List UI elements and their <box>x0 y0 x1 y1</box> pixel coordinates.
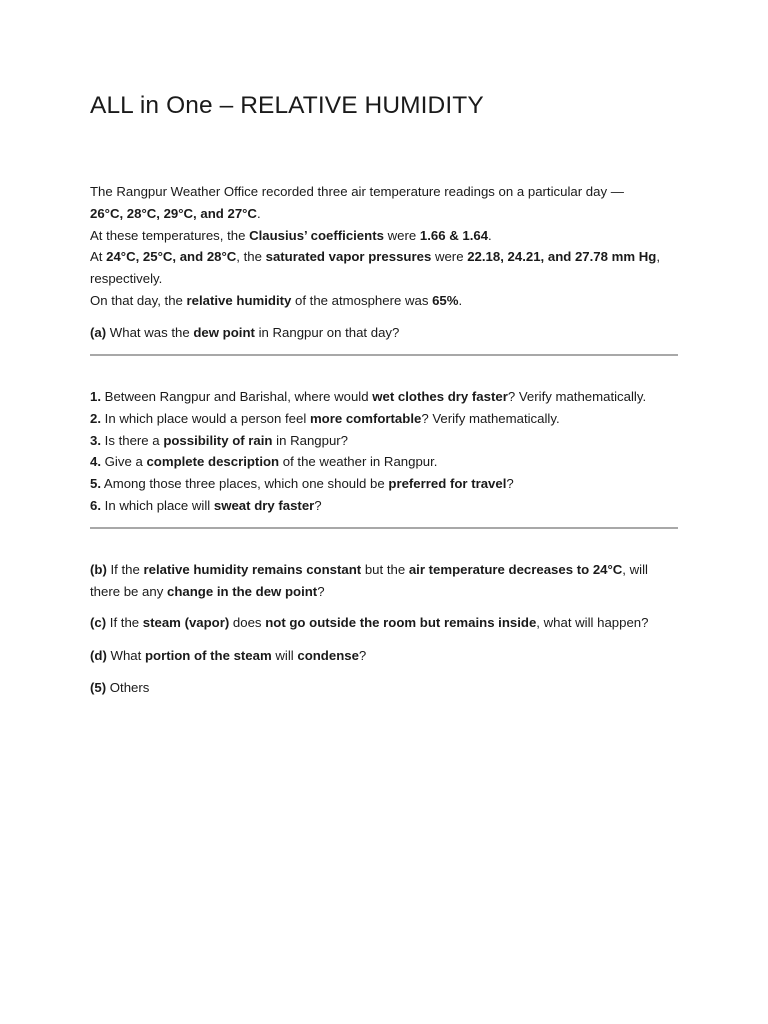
clausius-coefficients-values: 1.66 & 1.64 <box>419 227 489 243</box>
temperature-readings: 26°C, 28°C, 29°C, and 27°C <box>90 205 257 221</box>
question-b: (b) If the relative humidity remains constant but the air temperature decreases to 24°C, will there be any change in the dew point? <box>90 562 648 599</box>
relative-humidity-value: 65% <box>432 292 459 308</box>
question-label: (c) <box>90 615 107 630</box>
question-label: (a) <box>90 325 107 340</box>
list-item: 3. Is there a possibility of rain in Rangpur? <box>90 432 349 448</box>
list-item: 6. In which place will sweat dry faster? <box>90 497 322 513</box>
intro-line-5: respectively. <box>90 271 163 287</box>
question-c: (c) If the steam (vapor) does not go outside the room but remains inside, what will happen? <box>90 615 649 630</box>
list-item: 1. Between Rangpur and Barishal, where would wet clothes dry faster? Verify mathematically. <box>90 389 647 404</box>
clausius-coefficients-term: Clausius’ coefficients <box>249 227 384 243</box>
relative-humidity-term: relative humidity <box>186 292 292 308</box>
svp-temperatures: 24°C, 25°C, and 28°C <box>106 249 237 265</box>
question-label: (b) <box>90 562 107 577</box>
question-5-others: (5) Others <box>90 680 150 695</box>
list-item: 5. Among those three places, which one should be preferred for travel? <box>90 476 514 492</box>
horizontal-divider <box>90 354 678 356</box>
question-label: (5) <box>90 680 107 695</box>
intro-line-3: At these temperatures, the Clausius’ coefficients were 1.66 & 1.64. <box>90 227 492 243</box>
page-title: ALL in One – RELATIVE HUMIDITY <box>90 92 484 119</box>
svp-term: saturated vapor pressures <box>265 249 432 265</box>
intro-line-4: At 24°C, 25°C, and 28°C, the saturated vapor pressures were 22.18, 24.21, and 27.78 mm Hg, <box>90 249 661 265</box>
question-label: (d) <box>90 648 107 663</box>
svp-values: 22.18, 24.21, and 27.78 mm Hg <box>467 249 657 265</box>
list-item: 4. Give a complete description of the weather in Rangpur. <box>90 454 438 470</box>
horizontal-divider <box>90 527 678 529</box>
intro-line-1: The Rangpur Weather Office recorded three air temperature readings on a particular day — <box>90 184 624 199</box>
sub-question-list <box>90 386 646 517</box>
intro-paragraph <box>90 181 680 312</box>
question-a: (a) What was the dew point in Rangpur on that day? <box>90 325 400 340</box>
intro-line-2: 26°C, 28°C, 29°C, and 27°C. <box>90 205 261 221</box>
list-item: 2. In which place would a person feel more comfortable? Verify mathematically. <box>90 410 560 426</box>
question-d: (d) What portion of the steam will condense? <box>90 648 367 663</box>
intro-line-6: On that day, the relative humidity of the atmosphere was 65%. <box>90 292 463 308</box>
